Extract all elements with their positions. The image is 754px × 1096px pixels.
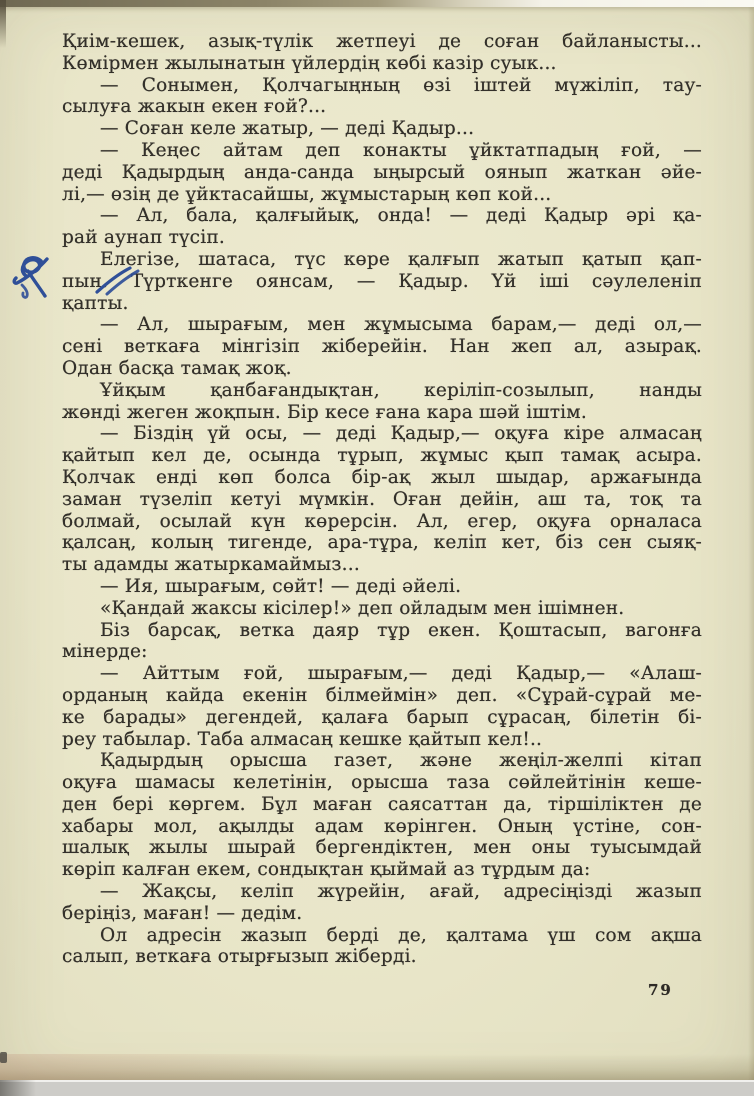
page-bottom-shadow <box>0 1054 754 1082</box>
text-line: деді Қадырдың анда-санда ыңырсый оянып жаткан әйе- <box>62 161 702 183</box>
text-line: Ұйқым қанбағандықтан, керіліп-созылып, нанды <box>100 379 702 401</box>
text-line: «Қандай жаксы кісілер!» деп ойладым мен ішімнен. <box>100 597 625 619</box>
paragraph <box>62 663 702 750</box>
paragraph <box>62 423 702 576</box>
text-line: шалық жылы шырай бергендіктен, мен оны туысымдай <box>62 837 702 859</box>
text-line: Одан басқа тамақ жоқ. <box>62 357 292 379</box>
paragraph <box>62 75 702 119</box>
paragraph <box>62 598 702 620</box>
text-line: — Ал, бала, қалғыйық, онда! — деді Қадыр әрі қа- <box>100 205 702 227</box>
text-line: — Сонымен, Қолчагыңның өзі іштей мүжіліп, тау- <box>100 74 702 96</box>
text-line: қайтып кел де, осында тұрып, жұмыс қып тамақ асыра. <box>62 445 702 467</box>
text-line: Қиім-кешек, азық-түлік жетпеуі де соған байланысты... <box>62 31 702 52</box>
text-line: — Ия, шырағым, сөйт! — деді әйелі. <box>100 575 462 597</box>
text-line: лі,— өзің де ұйктасайшы, жұмыстарың көп кой... <box>62 183 552 205</box>
text-line: қалсаң, колың тигенде, ара-тұра, келіп кет, біз сен сыяқ- <box>62 532 702 554</box>
paragraph <box>62 620 702 664</box>
text-line: ты адамды жатыркамаймыз... <box>62 554 360 576</box>
text-line: Қолчак енді көп болса бір-ақ жыл шыдар, аржағында <box>62 466 702 488</box>
text-line: болмай, осылай күн көрерсін. Ал, егер, оқуға орналаса <box>62 510 702 532</box>
scan-speck-bottom-left <box>0 1052 7 1063</box>
text-line: көріп калған екем, сондықтан қыймай аз тұрдым да: <box>62 859 591 881</box>
text-line: — Жақсы, келіп жүрейін, ағай, адресіңізді жазып <box>100 881 702 903</box>
text-line: ке барады» дегендей, қалаға барып сұрасаң, білетін бі- <box>62 706 702 728</box>
text-line: — Айттым ғой, шырағым,— деді Қадыр,— «Алаш- <box>100 663 702 685</box>
paragraph <box>62 205 702 249</box>
text-line: Көмірмен жылынатын үйлердің көбі казір суык... <box>62 52 557 74</box>
text-line: оқуға шамасы келетінін, орысша таза сөйлейтінін кеше- <box>62 772 702 794</box>
paragraph <box>62 249 702 314</box>
scan-edge-top <box>0 0 754 7</box>
text-line: — Ал, шырағым, мен жұмысыма барам,— деді ол,— <box>100 314 702 336</box>
text-line: пын. Түрткенге оянсам, — Қадыр. Үй іші сәулеленіп <box>62 270 702 292</box>
text-line: рай аунап түсіп. <box>62 227 225 249</box>
text-line: Елегізе, шатаса, түс көре қалғып жатып қатып қап- <box>100 248 702 270</box>
text-line: Біз барсақ, ветка даяр тұр екен. Қоштасып, вагонға <box>100 619 702 641</box>
text-line: мінерде: <box>62 641 148 663</box>
paragraph <box>62 118 702 140</box>
margin-ink-doodle <box>8 255 56 305</box>
text-line: — Соған келе жатыр, — деді Қадыр... <box>100 118 475 140</box>
text-line: заман түзеліп кетуі мүмкін. Оған дейін, аш та, тоқ та <box>62 488 702 510</box>
paragraph <box>62 576 702 598</box>
inline-ink-strike <box>92 264 142 296</box>
text-line: хабары мол, ақылды адам көрінген. Оның үстіне, сон- <box>62 815 702 837</box>
text-block <box>62 31 702 968</box>
scan-edge-top-left <box>0 0 6 48</box>
text-line: орданың кайда екенін білмеймін» деп. «Сұрай-сұрай ме- <box>62 684 702 706</box>
paragraph <box>62 380 702 424</box>
text-line: жөнді жеген жоқпын. Бір кесе ғана кара шәй іштім. <box>62 401 587 423</box>
text-line: беріңіз, маған! — дедім. <box>62 902 303 924</box>
paragraph <box>62 750 702 881</box>
text-line: Қадырдың орысша газет, және жеңіл-желпі кітап <box>100 750 702 772</box>
paragraph <box>62 881 702 925</box>
text-line: қапты. <box>62 292 129 314</box>
text-line: ден бері көргем. Бұл маған саясаттан да, тіршіліктен де <box>62 793 702 815</box>
text-line: — Біздің үй осы, — деді Қадыр,— оқуға кіре алмасаң <box>100 423 702 445</box>
text-line: — Кеңес айтам деп конакты ұйктатпадың ғой, — <box>100 139 702 161</box>
paragraph <box>62 925 702 969</box>
scan-edge-right <box>748 0 754 1096</box>
text-line: Ол адресін жазып берді де, қалтама үш сом ақша <box>100 924 702 946</box>
paragraph <box>62 140 702 205</box>
text-line: салып, веткаға отырғызып жіберді. <box>62 946 417 968</box>
text-line: сылуға жакын екен ғой?... <box>62 96 327 118</box>
text-line: сені веткаға мінгізіп жіберейін. Нан жеп ал, азырақ. <box>62 336 702 358</box>
text-line: реу табылар. Таба алмасаң кешке қайтып кел!.. <box>62 728 543 750</box>
scan-edge-bottom <box>0 1080 754 1096</box>
paragraph <box>62 314 702 379</box>
page-number: 79 <box>648 981 673 999</box>
paragraph <box>62 31 702 75</box>
